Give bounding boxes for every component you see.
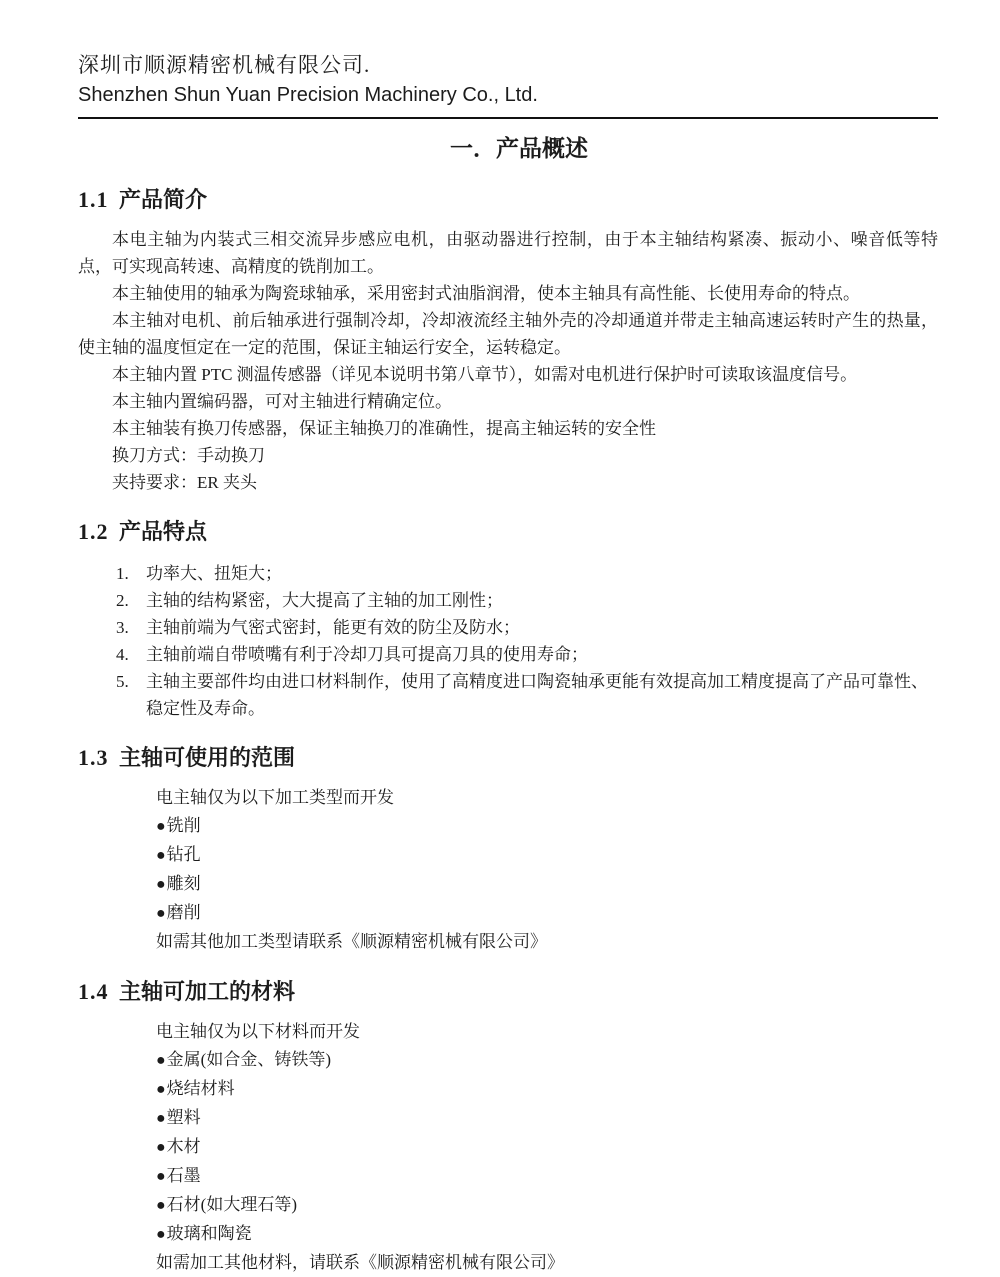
section-product-features: [78, 517, 938, 722]
paragraph: 本主轴装有换刀传感器，保证主轴换刀的准确性，提高主轴运转的安全性: [112, 419, 656, 438]
scope-intro: 电主轴仅为以下加工类型而开发: [156, 788, 394, 807]
section-heading-1-4: [78, 977, 938, 1006]
material-item: [156, 1104, 938, 1133]
section-title: 主轴可使用的范围: [119, 745, 296, 770]
section-number: 1.1: [78, 187, 109, 212]
section-title: 产品特点: [119, 519, 208, 544]
list-number: 3.: [116, 618, 129, 637]
section-heading-1-1: [78, 185, 938, 214]
paragraph: 换刀方式：手动换刀: [112, 446, 265, 465]
scope-item: [156, 812, 938, 841]
bullet-icon: ●: [156, 847, 166, 864]
section-number: 1.4: [78, 979, 109, 1004]
materials-block: [156, 1018, 938, 1277]
material-item-label: 烧结材料: [166, 1079, 235, 1098]
paragraph: 夹持要求：ER 夹头: [112, 473, 257, 492]
scope-item-label: 雕刻: [166, 874, 201, 893]
bullet-icon: ●: [156, 1226, 166, 1243]
bullet-icon: ●: [156, 818, 166, 835]
scope-footer: 如需其他加工类型请联系《顺源精密机械有限公司》: [156, 932, 547, 951]
material-item: [156, 1075, 938, 1104]
section-number: 1.3: [78, 745, 109, 770]
section-number: 1.2: [78, 519, 109, 544]
document-header: [78, 52, 938, 119]
paragraph: 本电主轴为内装式三相交流异步感应电机，由驱动器进行控制，由于本主轴结构紧凑、振动小、噪音低等特点，可实现高转速、高精度的铣削加工。: [78, 230, 938, 276]
feature-item: [78, 641, 938, 668]
scope-block: [156, 784, 938, 956]
section-title: 产品简介: [119, 187, 208, 212]
material-item-label: 金属(如合金、铸铁等): [166, 1050, 331, 1069]
bullet-icon: ●: [156, 905, 166, 922]
paragraph: 本主轴内置编码器，可对主轴进行精确定位。: [112, 392, 452, 411]
material-item-label: 石材(如大理石等): [166, 1195, 297, 1214]
feature-item: [78, 668, 938, 722]
section-product-intro: [78, 185, 938, 496]
list-number: 5.: [116, 672, 129, 691]
material-item: [156, 1046, 938, 1075]
material-item-label: 木材: [166, 1137, 201, 1156]
list-number: 2.: [116, 591, 129, 610]
list-text: 功率大、扭矩大；: [146, 564, 282, 583]
scope-item-label: 铣削: [166, 816, 201, 835]
feature-item: [78, 560, 938, 587]
feature-item: [78, 587, 938, 614]
bullet-icon: ●: [156, 876, 166, 893]
list-text: 主轴主要部件均由进口材料制作，使用了高精度进口陶瓷轴承更能有效提高加工精度提高了产品可靠性、稳定性及寿命。: [146, 672, 928, 718]
material-item: [156, 1220, 938, 1249]
list-number: 1.: [116, 564, 129, 583]
material-item-label: 塑料: [166, 1108, 201, 1127]
list-number: 4.: [116, 645, 129, 664]
material-item-label: 石墨: [166, 1166, 201, 1185]
scope-item-label: 钻孔: [166, 845, 201, 864]
bullet-icon: ●: [156, 1081, 166, 1098]
section-title: 主轴可加工的材料: [119, 979, 296, 1004]
section-heading-1-2: [78, 517, 938, 546]
material-item: [156, 1133, 938, 1162]
paragraph: 本主轴内置 PTC 测温传感器（详见本说明书第八章节），如需对电机进行保护时可读取该温度信号。: [112, 365, 858, 384]
scope-item-label: 磨削: [166, 903, 201, 922]
bullet-icon: ●: [156, 1052, 166, 1069]
chapter-title: 一．产品概述: [450, 136, 588, 161]
scope-item: [156, 870, 938, 899]
material-item: [156, 1162, 938, 1191]
material-item: [156, 1191, 938, 1220]
section-heading-1-3: [78, 743, 938, 772]
bullet-icon: ●: [156, 1168, 166, 1185]
material-item-label: 玻璃和陶瓷: [166, 1224, 252, 1243]
list-text: 主轴前端自带喷嘴有利于冷却刀具可提高刀具的使用寿命；: [146, 645, 588, 664]
materials-intro: 电主轴仅为以下材料而开发: [156, 1022, 360, 1041]
company-name-english: Shenzhen Shun Yuan Precision Machinery Co., Ltd.: [78, 84, 538, 106]
section-usage-scope: [78, 743, 938, 956]
feature-item: [78, 614, 938, 641]
list-text: 主轴前端为气密式密封，能更有效的防尘及防水；: [146, 618, 520, 637]
bullet-icon: ●: [156, 1110, 166, 1127]
paragraph: 本主轴对电机、前后轴承进行强制冷却，冷却液流经主轴外壳的冷却通道并带走主轴高速运转时产生的热量，使主轴的温度恒定在一定的范围，保证主轴运行安全，运转稳定。: [78, 311, 938, 357]
bullet-icon: ●: [156, 1197, 166, 1214]
company-name-chinese: 深圳市顺源精密机械有限公司.: [78, 53, 371, 77]
materials-footer: 如需加工其他材料，请联系《顺源精密机械有限公司》: [156, 1253, 564, 1272]
list-text: 主轴的结构紧密，大大提高了主轴的加工刚性；: [146, 591, 503, 610]
paragraph: 本主轴使用的轴承为陶瓷球轴承，采用密封式油脂润滑，使本主轴具有高性能、长使用寿命的特点。: [112, 284, 860, 303]
scope-item: [156, 899, 938, 928]
feature-list: [78, 560, 938, 722]
scope-item: [156, 841, 938, 870]
section-materials: [78, 977, 938, 1277]
bullet-icon: ●: [156, 1139, 166, 1156]
header-divider: [78, 117, 938, 119]
